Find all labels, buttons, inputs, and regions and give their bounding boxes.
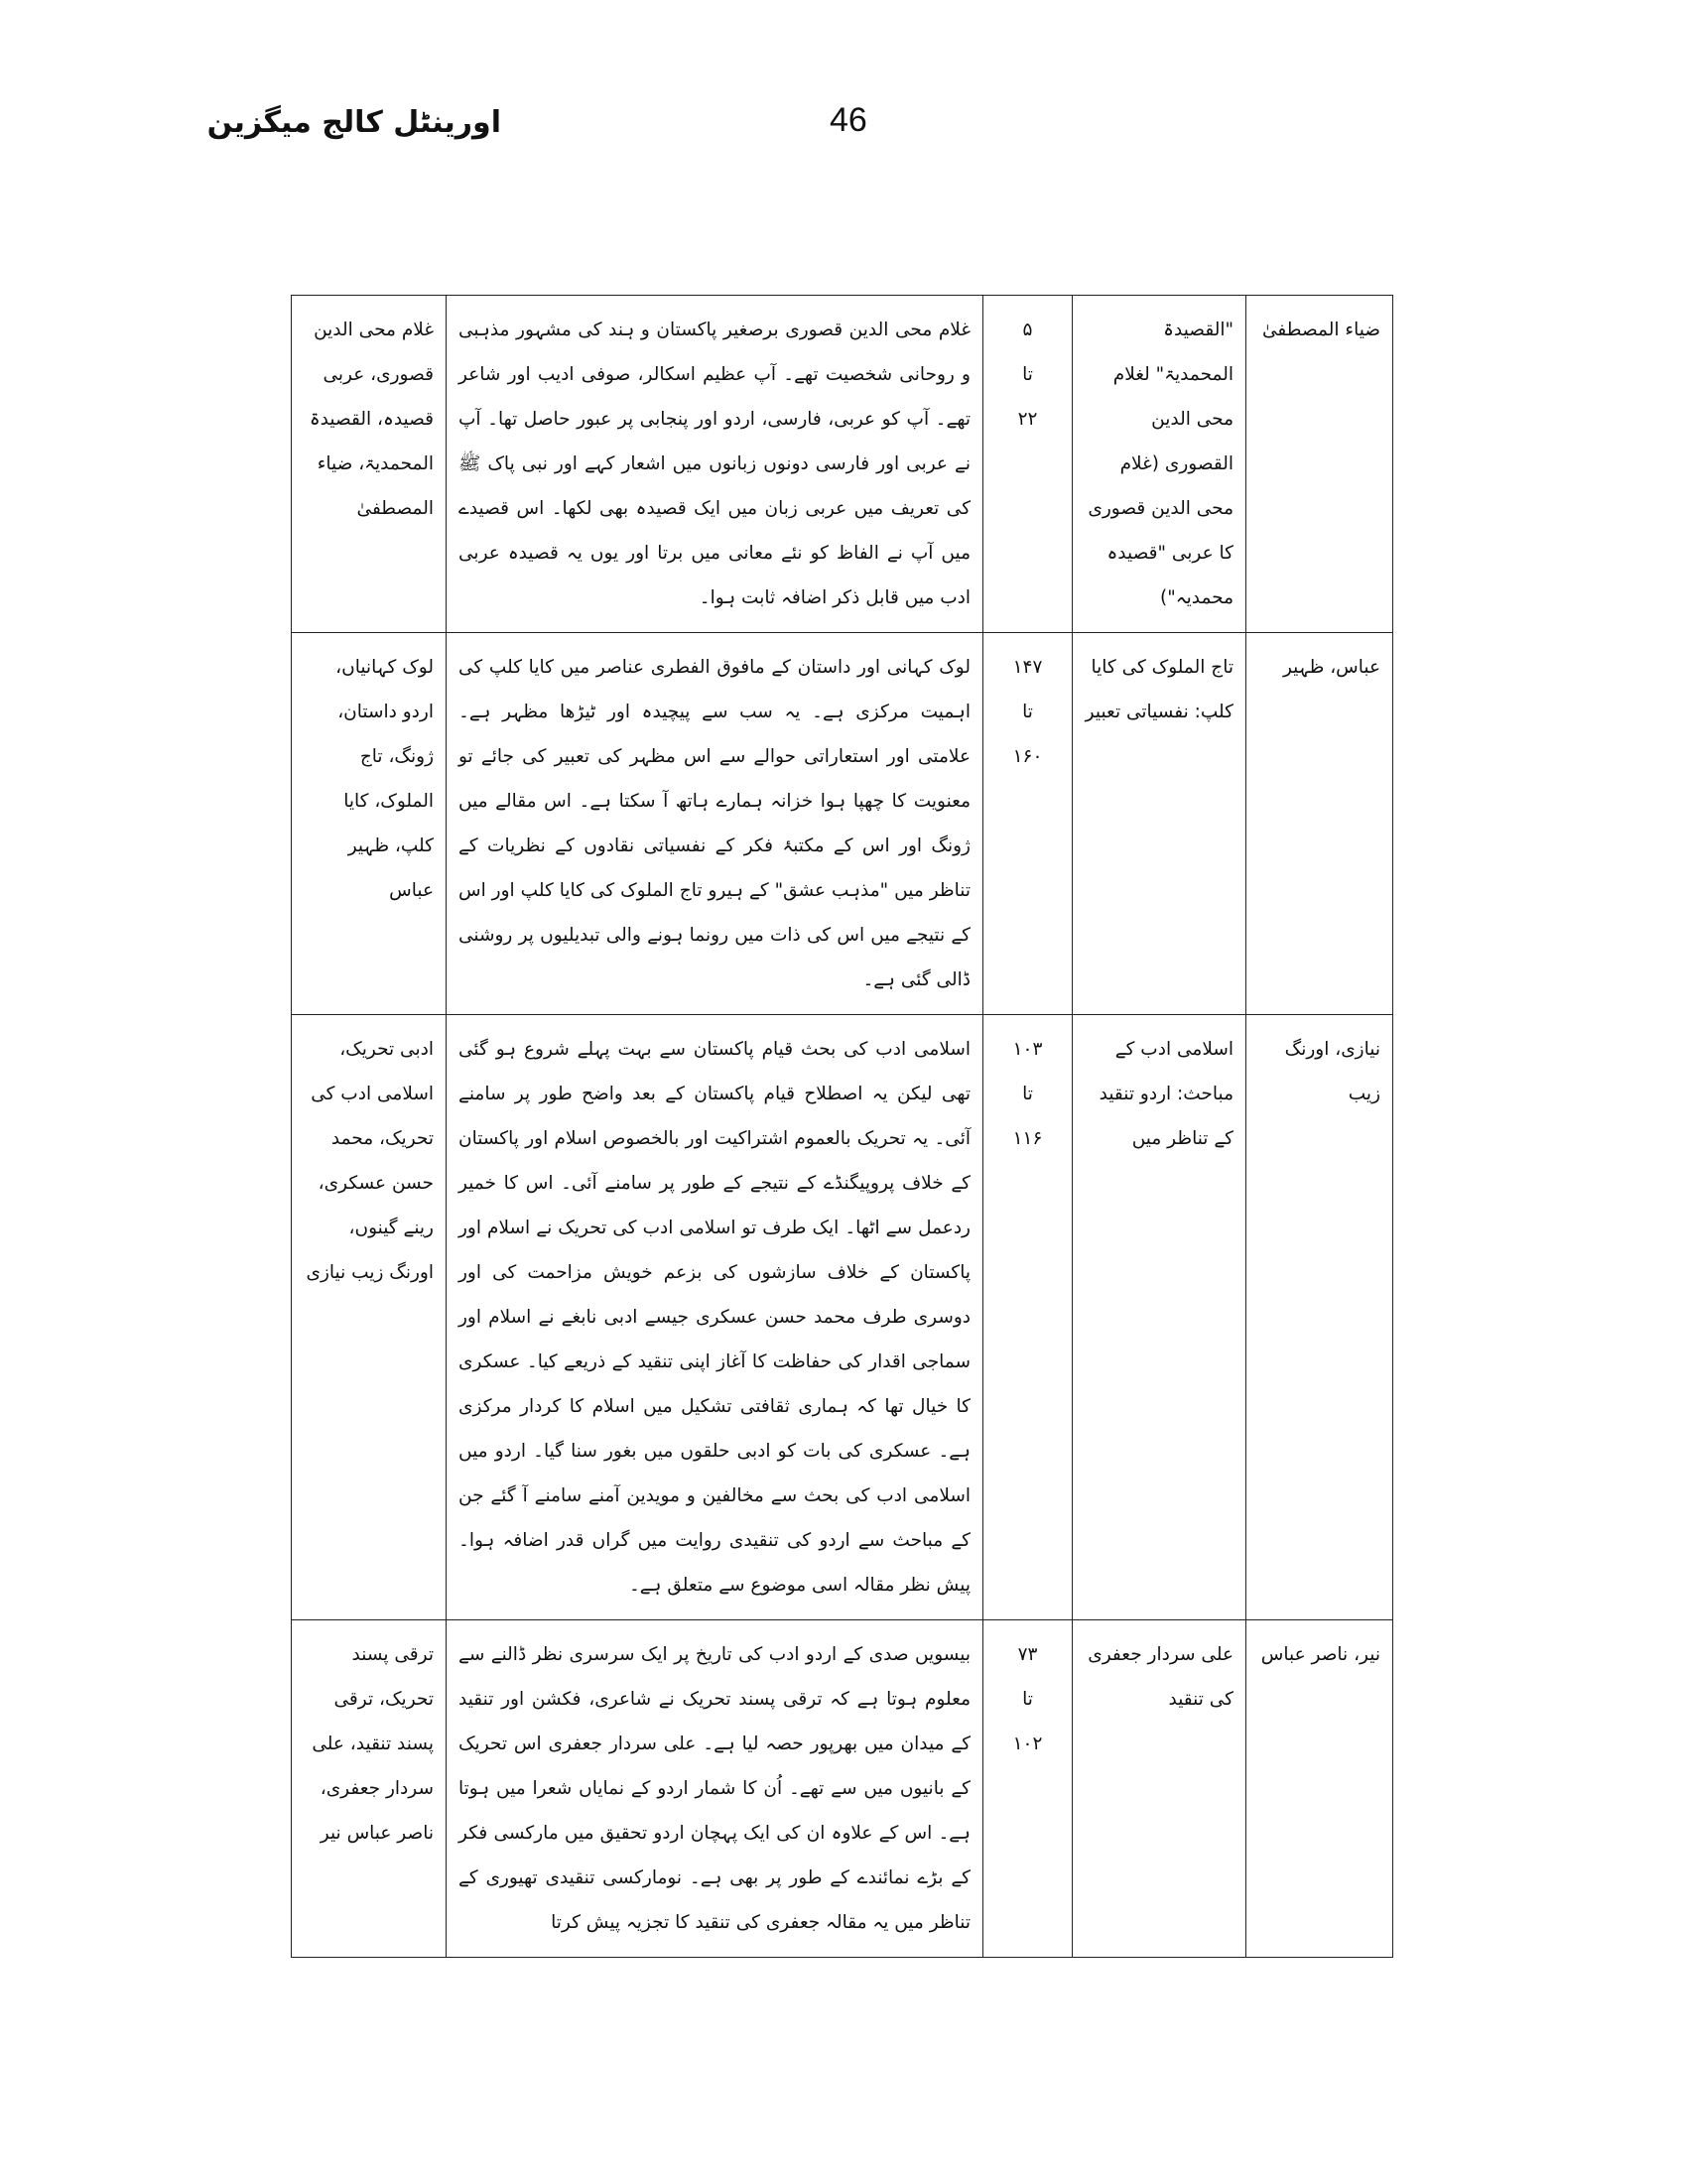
page-start: ۱۰۳ — [1012, 1039, 1043, 1060]
page-header — [0, 99, 1688, 159]
pages-cell — [983, 296, 1073, 633]
page-start: ۷۳ — [1017, 1644, 1038, 1665]
table-row — [292, 1015, 1393, 1620]
page-end: ۱۱۶ — [1012, 1128, 1043, 1149]
author-cell: عباس، ظہیر — [1246, 633, 1393, 1015]
author-cell: ضیاء المصطفیٰ — [1246, 296, 1393, 633]
article-index-table — [291, 295, 1393, 1958]
table-row — [292, 296, 1393, 633]
title-cell: تاج الملوک کی کایا کلپ: نفسیاتی تعبیر — [1073, 633, 1246, 1015]
author-cell: نیازی، اورنگ زیب — [1246, 1015, 1393, 1620]
page-to: تا — [1022, 1084, 1033, 1104]
title-cell: اسلامی ادب کے مباحث: اردو تنقید کے تناظر میں — [1073, 1015, 1246, 1620]
abstract-cell: لوک کہانی اور داستان کے مافوق الفطری عناصر میں کایا کلپ کی اہمیت مرکزی ہے۔ یہ سب سے پیچیدہ اور ٹیڑھا مظہر ہے۔ علامتی اور استعاراتی حوالے سے اس مظہر کی تعبیر کی جائے تو معنویت کا چھپا ہوا خزانہ ہمارے ہاتھ آ سکتا ہے۔ اس مقالے میں ژونگ اور اس کے مکتبۂ فکر کے نفسیاتی نقادوں کے نظریات کے تناظر میں "مذہب عشق" کے ہیرو تاج الملوک کی کایا کلپ اور اس کے نتیجے میں اس کی ذات میں رونما ہونے والی تبدیلیوں پر روشنی ڈالی گئی ہے۔ — [447, 633, 983, 1015]
page-to: تا — [1022, 1689, 1033, 1710]
pages-cell — [983, 1620, 1073, 1958]
page-to: تا — [1022, 364, 1033, 385]
table-row — [292, 633, 1393, 1015]
keywords-cell: ترقی پسند تحریک، ترقی پسند تنقید، علی سردار جعفری، ناصر عباس نیر — [292, 1620, 447, 1958]
pages-cell — [983, 1015, 1073, 1620]
author-cell: نیر، ناصر عباس — [1246, 1620, 1393, 1958]
title-cell: "القصیدۃ المحمدیۃ" لغلام محی الدین القصوری (غلام محی الدین قصوری کا عربی "قصیدہ محمدیہ") — [1073, 296, 1246, 633]
keywords-cell: لوک کہانیاں، اردو داستان، ژونگ، تاج الملوک، کایا کلپ، ظہیر عباس — [292, 633, 447, 1015]
table-row — [292, 1620, 1393, 1958]
keywords-cell: غلام محی الدین قصوری، عربی قصیدہ، القصیدۃ المحمدیۃ، ضیاء المصطفیٰ — [292, 296, 447, 633]
page-end: ۱۰۲ — [1012, 1734, 1043, 1754]
page-end: ۱۶۰ — [1012, 746, 1043, 767]
page-end: ۲۲ — [1017, 409, 1038, 430]
page-number: 46 — [830, 101, 867, 139]
pages-cell — [983, 633, 1073, 1015]
page-start: ۵ — [1022, 320, 1033, 340]
journal-title: اورینٹل کالج میگزین — [206, 105, 501, 140]
page-start: ۱۴۷ — [1012, 657, 1043, 678]
abstract-cell: غلام محی الدین قصوری برصغیر پاکستان و ہند کی مشہور مذہبی و روحانی شخصیت تھے۔ آپ عظیم اسکالر، صوفی ادیب اور شاعر تھے۔ آپ کو عربی، فارسی، اردو اور پنجابی پر عبور حاصل تھا۔ آپ نے عربی اور فارسی دونوں زبانوں میں اشعار کہے اور نبی پاک ﷺ کی تعریف میں عربی زبان میں ایک قصیدہ بھی لکھا۔ اس قصیدے میں آپ نے الفاظ کو نئے معانی میں برتا اور یوں یہ قصیدہ عربی ادب میں قابل ذکر اضافہ ثابت ہوا۔ — [447, 296, 983, 633]
abstract-cell: اسلامی ادب کی بحث قیام پاکستان سے بہت پہلے شروع ہو گئی تھی لیکن یہ اصطلاح قیام پاکستان کے بعد واضح طور پر سامنے آئی۔ یہ تحریک بالعموم اشتراکیت اور بالخصوص اسلام اور پاکستان کے خلاف پروپیگنڈے کے نتیجے کے طور پر سامنے آئی۔ اس کا خمیر ردعمل سے اٹھا۔ ایک طرف تو اسلامی ادب کی تحریک نے اسلام اور پاکستان کے خلاف سازشوں کی بزعم خویش مزاحمت کی اور دوسری طرف محمد حسن عسکری جیسے ادبی نابغے نے اسلام اور سماجی اقدار کی حفاظت کا آغاز اپنی تنقید کے ذریعے کیا۔ عسکری کا خیال تھا کہ ہماری ثقافتی تشکیل میں اسلام کا کردار مرکزی ہے۔ عسکری کی بات کو ادبی حلقوں میں بغور سنا گیا۔ اردو میں اسلامی ادب کی بحث سے مخالفین و مویدین آمنے سامنے آ گئے جن کے مباحث سے اردو کی تنقیدی روایت میں گراں قدر اضافہ ہوا۔ پیش نظر مقالہ اسی موضوع سے متعلق ہے۔ — [447, 1015, 983, 1620]
title-cell: علی سردار جعفری کی تنقید — [1073, 1620, 1246, 1958]
keywords-cell: ادبی تحریک، اسلامی ادب کی تحریک، محمد حسن عسکری، رینے گینوں، اورنگ زیب نیازی — [292, 1015, 447, 1620]
abstract-cell: بیسویں صدی کے اردو ادب کی تاریخ پر ایک سرسری نظر ڈالنے سے معلوم ہوتا ہے کہ ترقی پسند تحریک نے شاعری، فکشن اور تنقید کے میدان میں بھرپور حصہ لیا ہے۔ علی سردار جعفری اس تحریک کے بانیوں میں سے تھے۔ اُن کا شمار اردو کے نمایاں شعرا میں ہوتا ہے۔ اس کے علاوہ ان کی ایک پہچان اردو تحقیق میں مارکسی فکر کے بڑے نمائندے کے طور پر بھی ہے۔ نومارکسی تنقیدی تھیوری کے تناظر میں یہ مقالہ جعفری کی تنقید کا تجزیہ پیش کرتا — [447, 1620, 983, 1958]
page-to: تا — [1022, 702, 1033, 722]
